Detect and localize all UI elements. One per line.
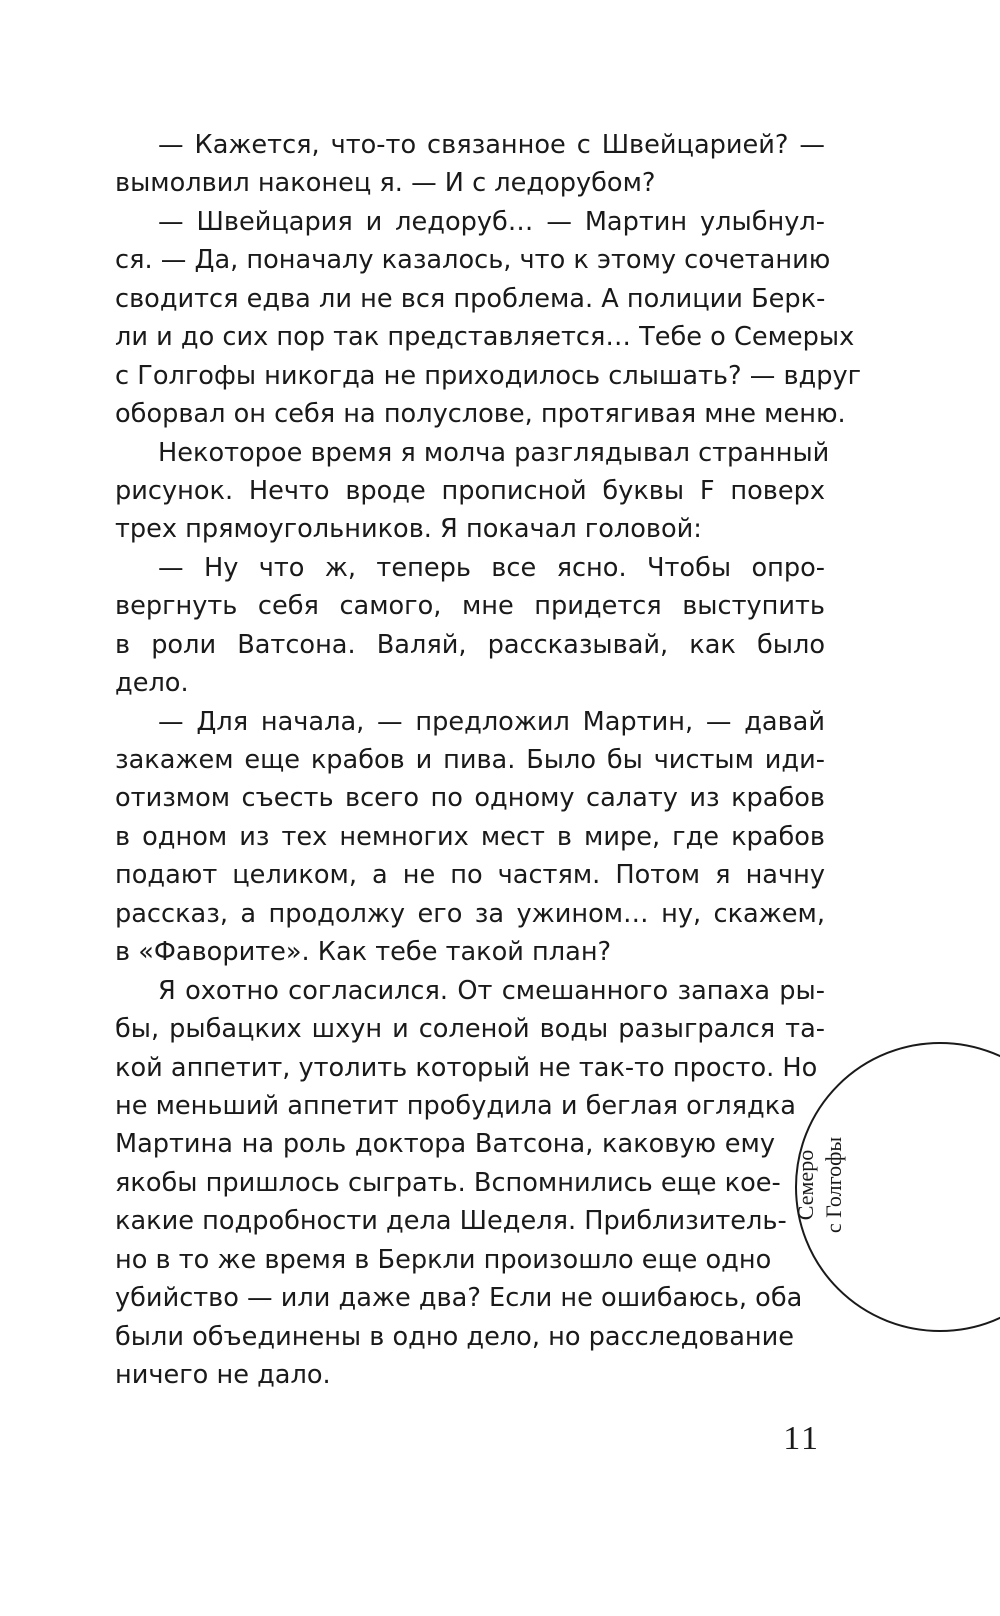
text-line: в роли Ватсона. Валяй, рассказывай, как было <box>115 629 825 660</box>
text-line: дело. <box>115 668 189 699</box>
text-line: не меньший аппетит пробудила и беглая оглядка <box>115 1090 796 1121</box>
running-head-vertical <box>792 1137 848 1233</box>
text-line: бы, рыбацких шхун и соленой воды разыгрался та- <box>115 1014 825 1045</box>
text-line: какие подробности дела Шеделя. Приблизитель- <box>115 1206 787 1237</box>
text-line: — Швейцария и ледоруб… — Мартин улыбнул- <box>158 206 825 237</box>
text-line: но в то же время в Беркли произошло еще одно <box>115 1244 772 1275</box>
body-text <box>115 126 862 1394</box>
text-line: — Ну что ж, теперь все ясно. Чтобы опро- <box>158 552 825 583</box>
text-line: закажем еще крабов и пива. Было бы чистым иди- <box>115 745 825 775</box>
running-head-line1: Семеро <box>793 1149 818 1221</box>
text-line: в «Фаворите». Как тебе такой план? <box>115 937 612 968</box>
text-line: Я охотно согласился. От смешанного запаха ры- <box>158 975 825 1006</box>
text-line: — Кажется, что-то связанное с Швейцарией? — <box>158 130 825 160</box>
text-line: были объединены в одно дело, но расследование <box>115 1321 795 1352</box>
text-line: убийство — или даже два? Если не ошибаюсь, оба <box>115 1283 803 1314</box>
text-line: оборвал он себя на полуслове, протягивая мне меню. <box>115 399 846 430</box>
text-line: вымолвил наконец я. — И с ледорубом? <box>115 168 656 199</box>
text-line: трех прямоугольников. Я покачал головой: <box>115 514 702 545</box>
running-head-line2: с Голгофы <box>821 1136 846 1234</box>
text-line: ли и до сих пор так представляется… Тебе о Семерых <box>115 322 855 353</box>
text-line: кой аппетит, утолить который не так-то просто. Но <box>115 1052 818 1083</box>
text-line: вергнуть себя самого, мне придется выступить <box>115 591 825 622</box>
text-line: Мартина на роль доктора Ватсона, каковую ему <box>115 1129 775 1160</box>
text-line: рисунок. Нечто вроде прописной буквы F поверх <box>115 475 825 506</box>
text-line: Некоторое время я молча разглядывал странный <box>158 437 830 468</box>
text-line: рассказ, а продолжу его за ужином… ну, скажем, <box>115 898 825 929</box>
text-line: подают целиком, а не по частям. Потом я начну <box>115 860 825 891</box>
text-line: якобы пришлось сыграть. Вспомнились еще кое- <box>115 1167 781 1198</box>
page-number: 11 <box>783 1420 820 1457</box>
text-line: — Для начала, — предложил Мартин, — давай <box>158 706 825 737</box>
text-line: сводится едва ли не вся проблема. А полиции Берк- <box>115 283 826 314</box>
text-line: ничего не дало. <box>115 1360 331 1390</box>
text-line: отизмом съесть всего по одному салату из крабов <box>115 783 825 814</box>
text-line: ся. — Да, поначалу казалось, что к этому сочетанию <box>115 245 831 276</box>
text-line: в одном из тех немногих мест в мире, где крабов <box>115 821 825 852</box>
text-line: с Голгофы никогда не приходилось слышать? — вдруг <box>115 360 862 391</box>
